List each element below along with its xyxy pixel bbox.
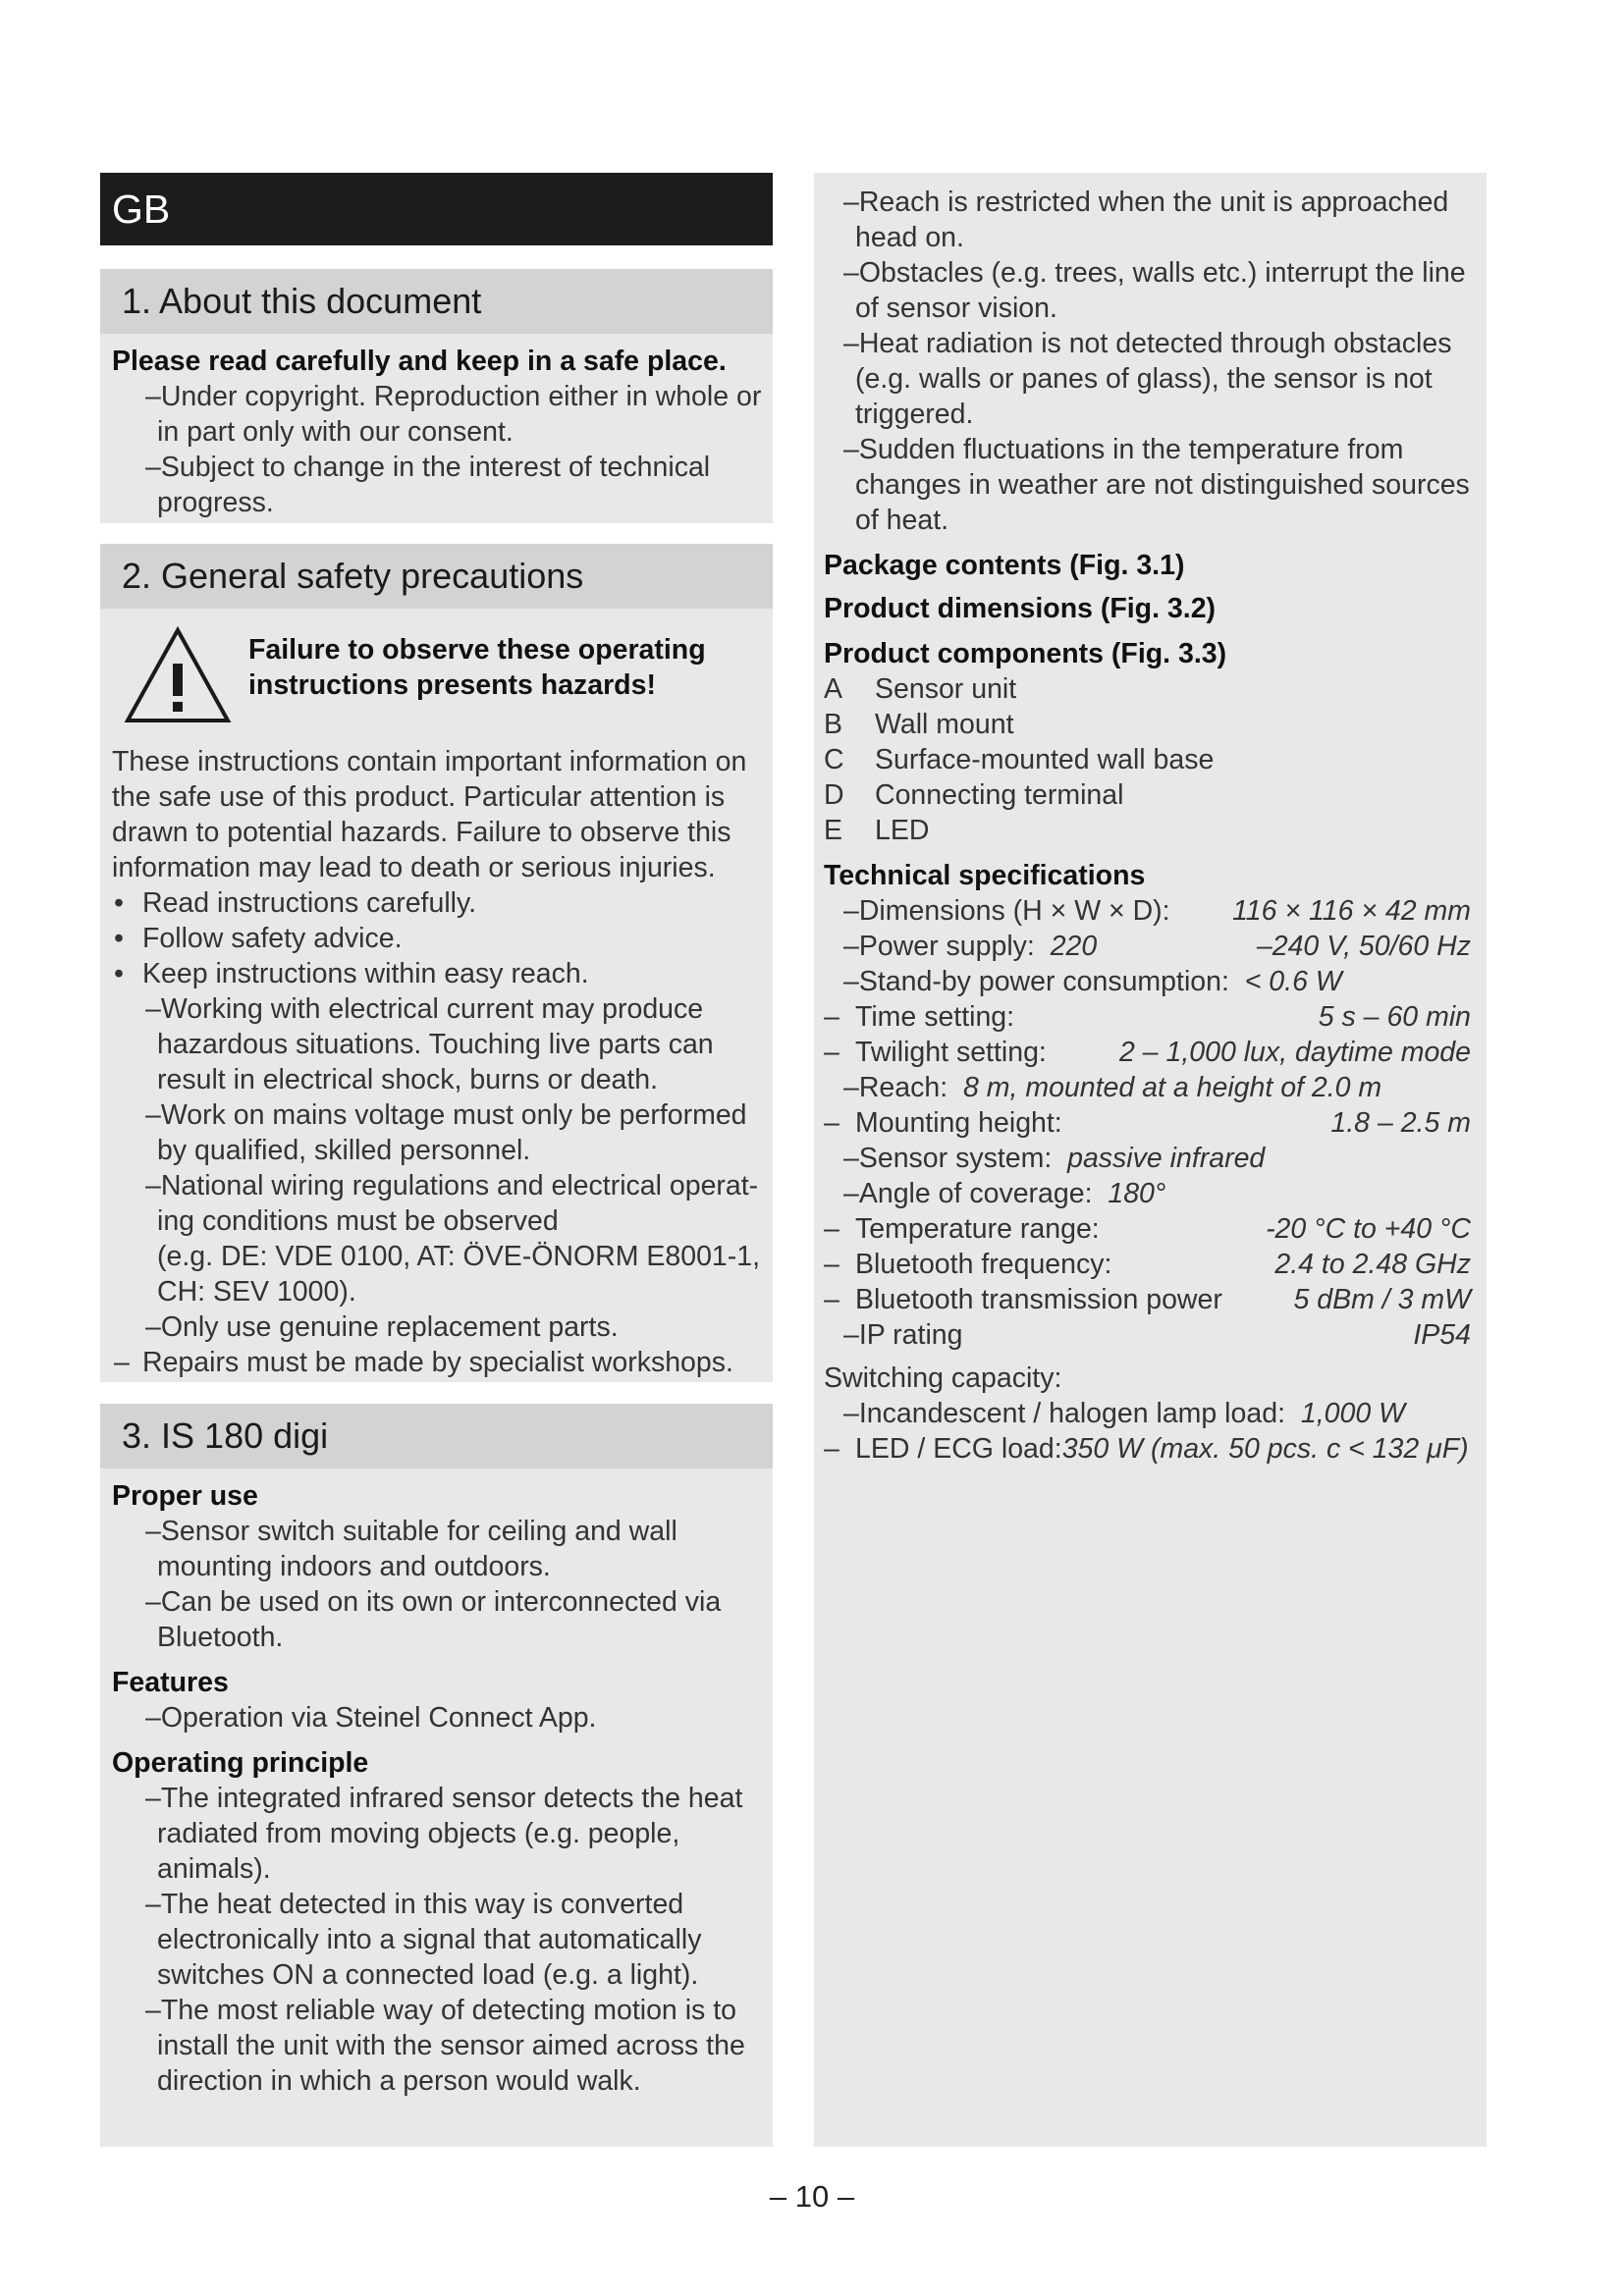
component-item: A Sensor unit [824,673,1017,705]
list-item: –Obstacles (e.g. trees, walls etc.) interrupt the line of sensor vision. [843,257,1466,324]
section-title: 1. About this document [100,269,773,334]
list-item: –Can be used on its own or interconnected via Bluetooth. [145,1586,722,1653]
safety-intro: These instructions contain important information on the safe use of this product. Particular attention is drawn to potential hazards. Failure to observe this information may lead to death or serious injuries. [112,746,747,883]
spec-row-power: –Power supply: 220 –240 V, 50/60 Hz [843,931,1471,962]
switching-capacity-heading: Switching capacity: [824,1362,1062,1394]
warning-block [112,626,763,744]
list-item: –Work on mains voltage must only be performed by qualified, skilled personnel. [145,1099,747,1166]
spec-row-standby: –Stand-by power consumption: < 0.6 W [843,966,1342,997]
left-column [100,173,773,2097]
list-item: – Repairs must be made by specialist workshops. [114,1347,733,1378]
subheading: Proper use [112,1480,258,1512]
list-item: –Operation via Steinel Connect App. [145,1702,597,1734]
right-column [814,173,1487,2147]
list-item: –The most reliable way of detecting motion is to install the unit with the sensor aimed across the direction in which a person would walk. [145,1995,745,2097]
spec-row-bt-power: – Bluetooth transmission power 5 dBm / 3 mW [824,1284,1471,1315]
subheading: Please read carefully and keep in a safe place. [112,346,727,377]
spec-row-mounting-height: – Mounting height: 1.8 – 2.5 m [824,1107,1471,1139]
bullet-icon: • [114,923,124,954]
spec-row-bt-frequency: – Bluetooth frequency: 2.4 to 2.48 GHz [824,1249,1471,1280]
subheading: Operating principle [112,1747,369,1779]
spec-row-angle: –Angle of coverage: 180° [843,1178,1166,1209]
component-item: D Connecting terminal [824,779,1124,811]
list-item: –Sensor switch suitable for ceiling and wall mounting indoors and outdoors. [145,1516,677,1582]
list-item: –The heat detected in this way is converted electronically into a signal that automatically switches ON a connected load (e.g. a light). [145,1889,702,1991]
spec-row-sensor-system: –Sensor system: passive infrared [843,1143,1266,1174]
list-item: –National wiring regulations and electrical operat-ing conditions must be observed [145,1170,759,1237]
component-item: C Surface-mounted wall base [824,744,1215,775]
list-item: • Read instructions carefully. [114,887,477,919]
list-item: –Sudden fluctuations in the temperature from changes in weather are not distinguished sources of heat. [843,434,1470,536]
spec-row-reach: –Reach: 8 m, mounted at a height of 2.0 m [843,1072,1382,1103]
spec-row-dimensions: –Dimensions (H × W × D): 116 × 116 × 42 mm [843,895,1471,927]
bullet-icon: • [114,958,124,989]
list-item: • Follow safety advice. [114,923,403,954]
warning-triangle-icon [124,626,232,724]
section-is180digi [100,1404,773,2147]
subheading: Features [112,1667,229,1698]
list-item: –Working with electrical current may produce hazardous situations. Touching live parts can result in electrical shock, burns or death. [145,993,714,1095]
spec-row-incandescent: –Incandescent / halogen lamp load: 1,000 W [843,1398,1405,1429]
list-item: –Only use genuine replacement parts. [145,1311,619,1343]
warning-text: Failure to observe these operating instructions presents hazards! [248,634,706,701]
page-number: – 10 – [769,2179,855,2214]
list-item: –The integrated infrared sensor detects the heat radiated from moving objects (e.g. people, animals). [145,1783,743,1885]
spec-row-time: – Time setting: 5 s – 60 min [824,1001,1471,1033]
section-title: 2. General safety precautions [100,544,773,609]
dash-icon: – [114,1347,130,1378]
package-contents-heading: Package contents (Fig. 3.1) [824,550,1185,581]
list-item: –Under copyright. Reproduction either in whole or in part only with our consent. [145,381,762,448]
spec-row-ip: –IP rating IP54 [843,1319,1471,1351]
bullet-icon: • [114,887,124,919]
list-item: –Heat radiation is not detected through obstacles (e.g. walls or panes of glass), the sensor is not triggered. [843,328,1452,430]
spec-row-temperature: – Temperature range: -20 °C to +40 °C [824,1213,1471,1245]
product-components-heading: Product components (Fig. 3.3) [824,638,1227,669]
list-item: –Subject to change in the interest of technical progress. [145,452,711,518]
list-item-continuation: (e.g. DE: VDE 0100, AT: ÖVE-ÖNORM E8001-1, CH: SEV 1000). [157,1241,761,1308]
product-dimensions-heading: Product dimensions (Fig. 3.2) [824,593,1217,624]
component-item: E LED [824,815,930,846]
spec-row-twilight: – Twilight setting: 2 – 1,000 lux, daytime mode [824,1037,1471,1068]
spec-row-led-ecg: – LED / ECG load:350 W (max. 50 pcs. c < 132 μF) [824,1433,1469,1465]
list-item: • Keep instructions within easy reach. [114,958,589,989]
language-header: GB [100,173,773,245]
section-about-document [100,269,773,523]
section-title: 3. IS 180 digi [100,1404,773,1468]
component-item: B Wall mount [824,709,1014,740]
section-safety-precautions [100,544,773,1382]
technical-specs-heading: Technical specifications [824,860,1146,891]
list-item: –Reach is restricted when the unit is approached head on. [843,187,1449,253]
